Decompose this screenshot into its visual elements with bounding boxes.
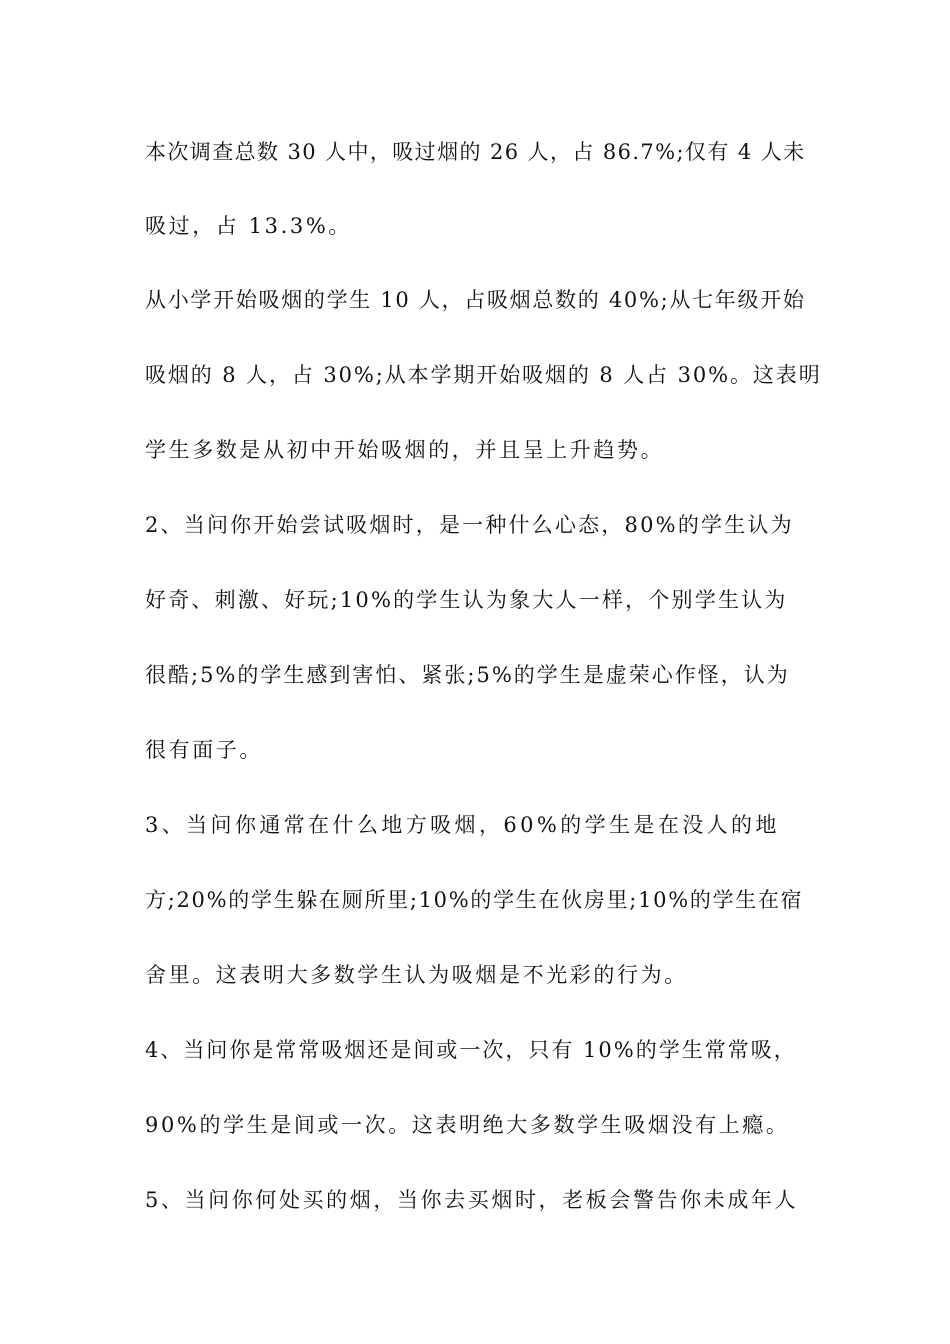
text-line: 2、当问你开始尝试吸烟时，是一种什么心态，80%的学生认为 xyxy=(145,513,794,537)
text-line: 90%的学生是间或一次。这表明绝大多数学生吸烟没有上瘾。 xyxy=(145,1113,790,1137)
text-line: 学生多数是从初中开始吸烟的，并且呈上升趋势。 xyxy=(145,438,665,462)
text-line: 好奇、刺激、好玩;10%的学生认为象大人一样，个别学生认为 xyxy=(145,588,788,612)
text-line: 很有面子。 xyxy=(145,738,263,762)
text-line: 吸过，占 13.3%。 xyxy=(145,214,352,238)
text-line: 3、当问你通常在什么地方吸烟，60%的学生是在没人的地 xyxy=(145,813,780,837)
text-line: 舍里。这表明大多数学生认为吸烟是不光彩的行为。 xyxy=(145,963,688,987)
text-line: 5、当问你何处买的烟，当你去买烟时，老板会警告你未成年人 xyxy=(145,1188,799,1212)
text-line: 吸烟的 8 人，占 30%;从本学期开始吸烟的 8 人占 30%。这表明 xyxy=(145,363,822,387)
text-line: 本次调查总数 30 人中，吸过烟的 26 人，占 86.7%;仅有 4 人未 xyxy=(145,140,806,164)
text-line: 很酷;5%的学生感到害怕、紧张;5%的学生是虚荣心作怪，认为 xyxy=(145,663,790,687)
text-line: 4、当问你是常常吸烟还是间或一次，只有 10%的学生常常吸， xyxy=(145,1038,797,1062)
text-line: 方;20%的学生躲在厕所里;10%的学生在伙房里;10%的学生在宿 xyxy=(145,888,804,912)
text-line: 从小学开始吸烟的学生 10 人，占吸烟总数的 40%;从七年级开始 xyxy=(145,288,806,312)
